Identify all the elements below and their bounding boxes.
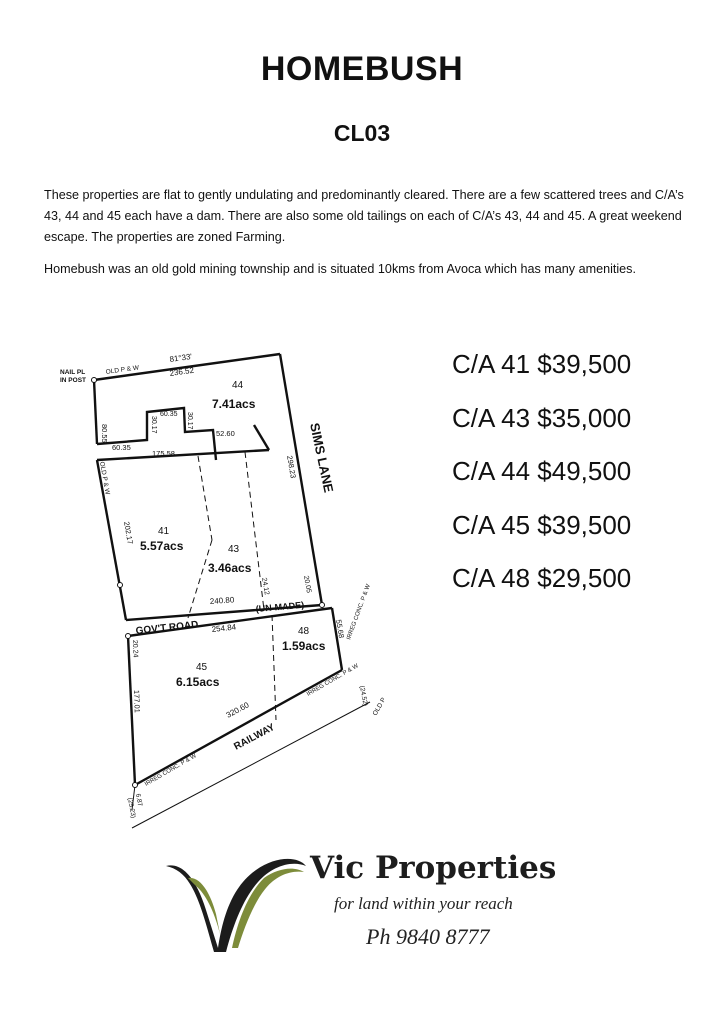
description-paragraph: These properties are flat to gently undulating and predominantly cleared. There are a few scattered trees and C/A’s 43, 44 and 45 each have a dam. There are also some old tailings on each of C/A’s 43, 44 and 45. A great weekend escape. The properties are zoned Farming. — [44, 188, 684, 244]
dim-label: 175.58 — [152, 449, 175, 458]
dim-label: 298.23 — [285, 454, 298, 479]
dim-label: 60.35 — [112, 443, 131, 452]
lot-area: 1.59acs — [282, 639, 326, 653]
survey-plan — [40, 340, 440, 840]
unmade-label: (UN-MADE) — [255, 599, 305, 614]
price-item: C/A 45 $39,500 — [452, 509, 632, 540]
dim-label: 24.12 — [260, 577, 270, 596]
vp-logo-mark-icon — [160, 848, 310, 958]
vic-properties-logo — [160, 848, 560, 958]
brand-tagline: for land within your reach — [334, 894, 513, 913]
lot-number: 43 — [228, 544, 240, 555]
dim-label: 240.80 — [209, 595, 235, 606]
govt-road-label: GOV'T ROAD — [135, 619, 199, 637]
dim-label: 254.84 — [211, 622, 237, 634]
lot-area: 6.15acs — [176, 675, 220, 689]
irreg-label: IRREG CONC. P & W — [144, 753, 198, 788]
irreg-label: IRREG CONC. P & W — [346, 583, 372, 641]
dim-label: 320.60 — [224, 700, 251, 720]
lot-number: 48 — [298, 626, 310, 637]
survey-marks — [92, 378, 325, 788]
dim-label: 80.55 — [100, 424, 109, 443]
price-list — [452, 338, 712, 606]
dim-label: 30.17 — [186, 412, 193, 430]
dim-label: 177.01 — [132, 689, 142, 714]
lot-area: 5.57acs — [140, 539, 184, 553]
old-pw-label: OLD P & W — [105, 364, 140, 376]
dim-label: 20.05 — [302, 575, 312, 594]
price-item: C/A 43 $35,000 — [452, 402, 632, 433]
dim-label: 30.17 — [150, 416, 157, 434]
lot-number: 41 — [158, 526, 170, 537]
old-p-label: OLD P — [371, 696, 388, 717]
dim-label: (25.23) — [126, 797, 137, 819]
price-item: C/A 48 $29,500 — [452, 563, 632, 593]
lot-number: 45 — [196, 662, 208, 673]
dim-label: 52.60 — [216, 429, 235, 438]
lot-area: 7.41acs — [212, 397, 256, 411]
street-sims-lane: SIMS LANE — [307, 421, 337, 494]
brand-phone: Ph 9840 8777 — [366, 924, 490, 949]
listing-code: CL03 — [333, 120, 391, 146]
dim-label: 202.17 — [122, 520, 135, 545]
price-item: C/A 41 $39,500 — [452, 349, 632, 379]
brand-name: Vic Properties — [310, 850, 557, 886]
railway-label: RAILWAY — [232, 721, 277, 753]
dim-label: 6.87 — [134, 793, 144, 807]
dim-label: 236.52 — [169, 365, 195, 378]
dim-label: 20.24 — [131, 639, 139, 658]
lot-number: 44 — [232, 380, 244, 391]
location-paragraph: Homebush was an old gold mining township and is situated 10kms from Avoca which has many amenities. — [44, 262, 636, 276]
old-pw-label: OLD P & W — [98, 461, 111, 496]
irreg-label: IRREG CONC. P & W — [306, 663, 360, 698]
bearing-label: 81°33' — [169, 351, 193, 364]
price-item: C/A 44 $49,500 — [452, 456, 632, 486]
nail-label: IN POST — [60, 377, 87, 384]
lot-area: 3.46acs — [208, 561, 252, 575]
dim-label: 55.68 — [334, 618, 347, 639]
dim-label: 60.35 — [160, 411, 178, 418]
page-title: HOMEBUSH — [260, 50, 464, 88]
dim-label: (24.52) — [358, 685, 369, 707]
nail-label: NAIL PL — [60, 369, 86, 376]
